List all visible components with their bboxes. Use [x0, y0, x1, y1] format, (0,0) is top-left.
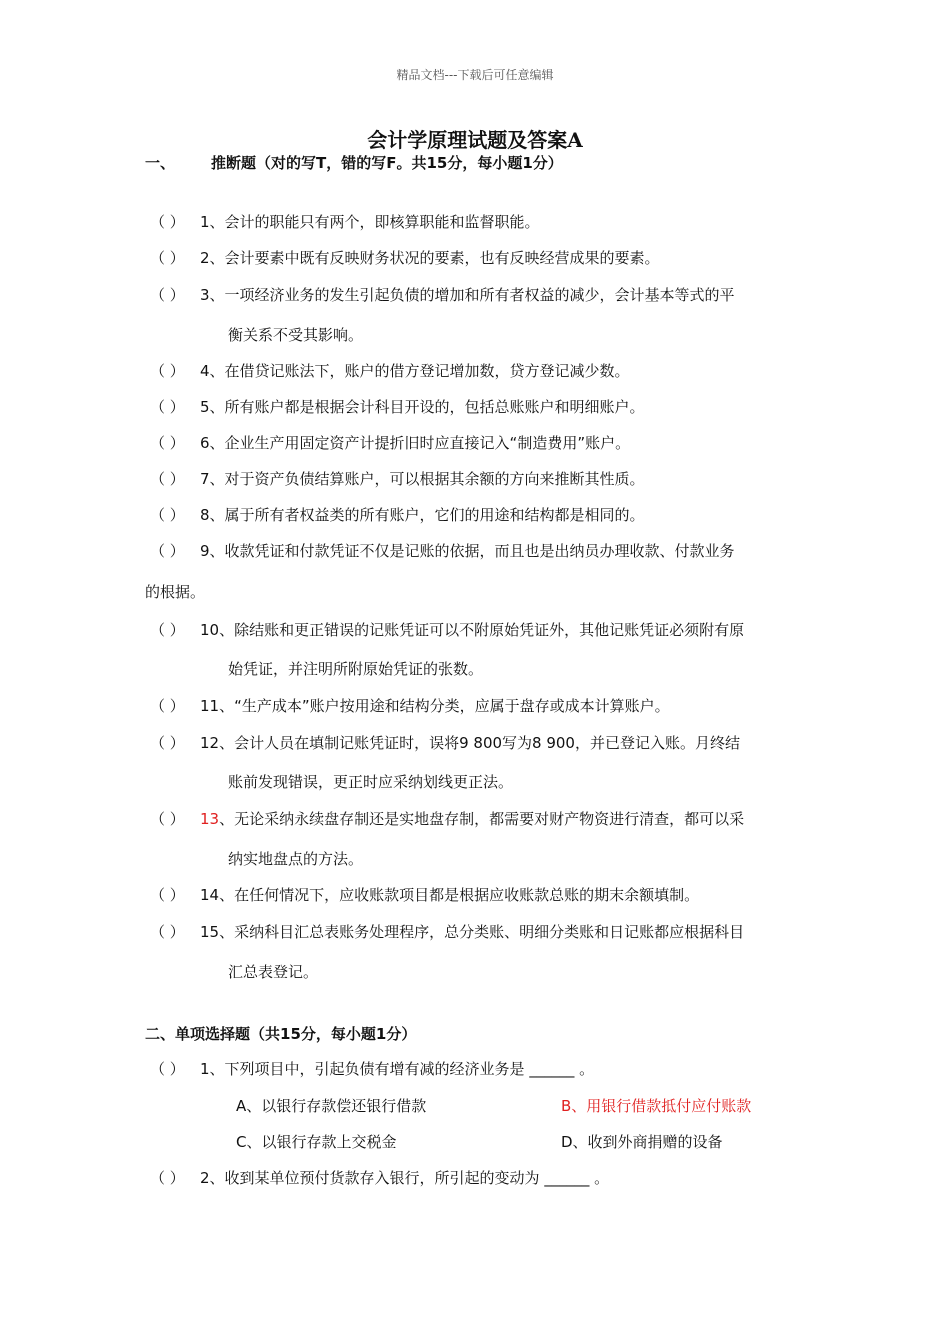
question-text: 9、收款凭证和付款凭证不仅是记账的依据，而且也是出纳员办理收款、付款业务	[200, 542, 735, 560]
section-2-heading: 二、单项选择题（共15分，每小题1分）	[145, 1025, 417, 1043]
question-8	[150, 505, 645, 525]
question-text: 3、一项经济业务的发生引起负债的增加和所有者权益的减少，会计基本等式的平	[200, 286, 735, 304]
answer-blank: （ ）	[150, 362, 185, 380]
question-13-number: 13	[200, 810, 220, 828]
question-text: 15、采纳科目汇总表账务处理程序，总分类账、明细分类账和日记账都应根据科目	[200, 923, 745, 941]
question-9	[150, 541, 735, 561]
question-3	[150, 285, 735, 305]
option-c: C、以银行存款上交税金	[236, 1133, 397, 1151]
answer-blank: （ ）	[150, 506, 185, 524]
header-note: 精品文档---下载后可任意编辑	[396, 68, 554, 82]
option-b-answer: B、用银行借款抵付应付账款	[561, 1097, 752, 1115]
question-text: 10、除结账和更正错误的记账凭证可以不附原始凭证外，其他记账凭证必须附有原	[200, 621, 745, 639]
question-text: 12、会计人员在填制记账凭证时，误将9 800写为8 900，并已登记入账。月终结	[200, 734, 740, 752]
question-text: 6、企业生产用固定资产计提折旧时应直接记入“制造费用”账户。	[200, 434, 631, 452]
answer-blank: （ ）	[150, 286, 185, 304]
question-13-continued: 纳实地盘点的方法。	[228, 850, 364, 868]
question-text: 5、所有账户都是根据会计科目开设的，包括总账账户和明细账户。	[200, 398, 645, 416]
answer-blank: （ ）	[150, 249, 185, 267]
section-1-heading	[145, 152, 563, 173]
question-13	[150, 809, 744, 829]
section-1-number: 一、	[145, 154, 176, 172]
question-text: 8、属于所有者权益类的所有账户，它们的用途和结构都是相同的。	[200, 506, 645, 524]
answer-blank: （ ）	[150, 621, 185, 639]
question-14	[150, 885, 699, 905]
answer-blank: （ ）	[150, 697, 185, 715]
question-text: 4、在借贷记账法下，账户的借方登记增加数，贷方登记减少数。	[200, 362, 630, 380]
question-text: 2、会计要素中既有反映财务状况的要素，也有反映经营成果的要素。	[200, 249, 660, 267]
question-text: 11、“生产成本”账户按用途和结构分类，应属于盘存或成本计算账户。	[200, 697, 670, 715]
answer-blank: （ ）	[150, 542, 185, 560]
answer-blank: （ ）	[150, 1060, 185, 1078]
question-12-continued: 账前发现错误，更正时应采纳划线更正法。	[228, 773, 514, 791]
choice-question-1	[150, 1059, 594, 1079]
question-15-continued: 汇总表登记。	[228, 963, 319, 981]
answer-blank: （ ）	[150, 886, 185, 904]
answer-blank: （ ）	[150, 213, 185, 231]
answer-blank: （ ）	[150, 923, 185, 941]
question-5	[150, 397, 645, 417]
answer-blank: （ ）	[150, 1169, 185, 1187]
question-4	[150, 361, 630, 381]
question-10	[150, 620, 744, 640]
question-9-continued: 的根据。	[145, 583, 206, 601]
question-15	[150, 922, 744, 942]
question-text: 2、收到某单位预付货款存入银行，所引起的变动为 ______ 。	[200, 1169, 610, 1187]
question-1	[150, 212, 540, 232]
answer-blank: （ ）	[150, 734, 185, 752]
answer-blank: （ ）	[150, 810, 185, 828]
answer-blank: （ ）	[150, 470, 185, 488]
option-d: D、收到外商捐赠的设备	[561, 1133, 723, 1151]
question-2	[150, 248, 660, 268]
answer-blank: （ ）	[150, 398, 185, 416]
question-7	[150, 469, 645, 489]
question-text: 14、在任何情况下，应收账款项目都是根据应收账款总账的期末余额填制。	[200, 886, 700, 904]
question-6	[150, 433, 630, 453]
answer-blank: （ ）	[150, 434, 185, 452]
question-12	[150, 733, 740, 753]
question-3-continued: 衡关系不受其影响。	[228, 326, 364, 344]
question-text: 1、会计的职能只有两个，即核算职能和监督职能。	[200, 213, 540, 231]
question-text: 1、下列项目中，引起负债有增有减的经济业务是 ______ 。	[200, 1060, 595, 1078]
section-1-title: 推断题（对的写T，错的写F。共15分，每小题1分）	[211, 154, 563, 172]
question-11	[150, 696, 670, 716]
question-10-continued: 始凭证，并注明所附原始凭证的张数。	[228, 660, 484, 678]
question-text: 7、对于资产负债结算账户，可以根据其余额的方向来推断其性质。	[200, 470, 645, 488]
question-text: 、无论采纳永续盘存制还是实地盘存制，都需要对财产物资进行清查，都可以采	[219, 810, 745, 828]
choice-question-2	[150, 1168, 609, 1188]
document-title: 会计学原理试题及答案A	[367, 128, 583, 152]
option-a: A、以银行存款偿还银行借款	[236, 1097, 427, 1115]
